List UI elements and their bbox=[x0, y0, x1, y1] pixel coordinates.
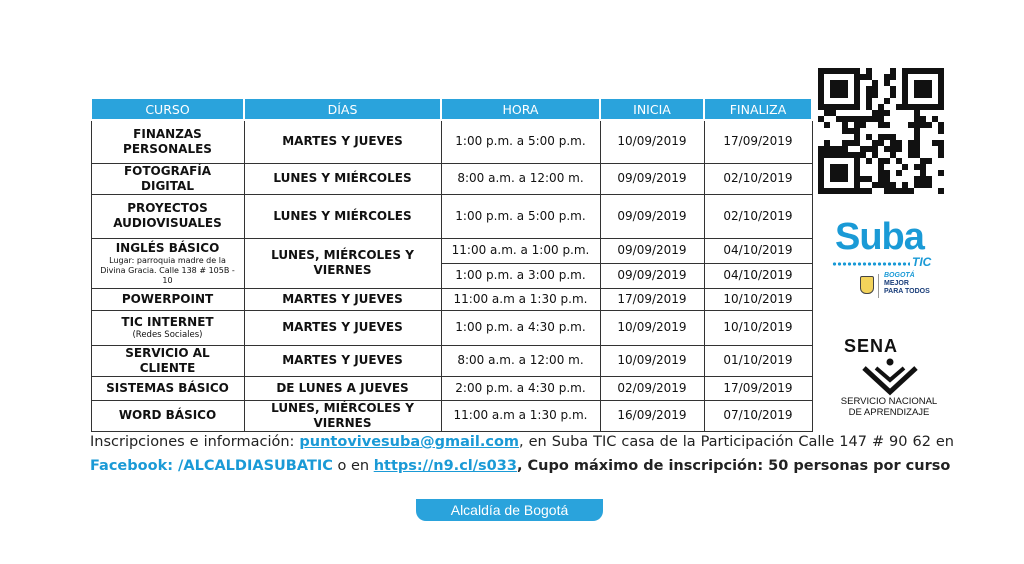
start-date: 02/09/2019 bbox=[600, 376, 704, 400]
end-date: 17/09/2019 bbox=[704, 376, 812, 400]
course-days: MARTES Y JUEVES bbox=[244, 345, 441, 376]
alcaldia-badge: Alcaldía de Bogotá bbox=[416, 499, 603, 521]
end-date: 02/10/2019 bbox=[704, 163, 812, 194]
course-name: FOTOGRAFÍA DIGITAL bbox=[91, 163, 244, 194]
table-row bbox=[91, 376, 812, 400]
bogota-logo-line1: BOGOTÁ bbox=[884, 272, 915, 279]
course-name: POWERPOINT bbox=[91, 288, 244, 310]
start-date: 09/09/2019 bbox=[600, 163, 704, 194]
table-row bbox=[91, 120, 812, 163]
end-date: 04/10/2019 bbox=[704, 263, 812, 288]
course-cell-ingles bbox=[91, 238, 244, 288]
table-row bbox=[91, 163, 812, 194]
start-date: 09/09/2019 bbox=[600, 194, 704, 238]
course-days: LUNES Y MIÉRCOLES bbox=[244, 163, 441, 194]
course-name: TIC INTERNET bbox=[121, 314, 214, 329]
end-date: 04/10/2019 bbox=[704, 238, 812, 263]
logo-divider bbox=[878, 274, 879, 298]
start-date: 09/09/2019 bbox=[600, 263, 704, 288]
course-days: LUNES, MIÉRCOLES Y VIERNES bbox=[244, 400, 441, 431]
course-cell-tic bbox=[91, 310, 244, 345]
course-schedule-table bbox=[90, 97, 813, 432]
table-row bbox=[91, 400, 812, 431]
sena-caption-line2: DE APRENDIZAJE bbox=[848, 407, 930, 418]
start-date: 10/09/2019 bbox=[600, 345, 704, 376]
email-link[interactable]: puntovivesuba@gmail.com bbox=[299, 434, 520, 450]
table-row bbox=[91, 310, 812, 345]
course-time: 11:00 a.m. a 1:00 p.m. bbox=[441, 238, 600, 263]
course-name: INGLÉS BÁSICO bbox=[115, 240, 220, 255]
end-date: 10/10/2019 bbox=[704, 288, 812, 310]
end-date: 17/09/2019 bbox=[704, 120, 812, 163]
info-connector: o en bbox=[332, 458, 374, 474]
course-time: 8:00 a.m. a 12:00 m. bbox=[441, 345, 600, 376]
header-inicia: INICIA bbox=[600, 98, 704, 120]
qr-code-icon[interactable] bbox=[818, 68, 944, 194]
course-location-note: Lugar: parroquia madre de la Divina Gracia. Calle 138 # 105B - 10 bbox=[100, 255, 235, 285]
end-date: 10/10/2019 bbox=[704, 310, 812, 345]
course-time: 1:00 p.m. a 4:30 p.m. bbox=[441, 310, 600, 345]
end-date: 07/10/2019 bbox=[704, 400, 812, 431]
start-date: 10/09/2019 bbox=[600, 310, 704, 345]
dots-decoration bbox=[832, 262, 910, 266]
course-name: FINANZAS PERSONALES bbox=[91, 120, 244, 163]
course-days: LUNES Y MIÉRCOLES bbox=[244, 194, 441, 238]
end-date: 02/10/2019 bbox=[704, 194, 812, 238]
header-finaliza: FINALIZA bbox=[704, 98, 812, 120]
header-curso: CURSO bbox=[91, 98, 244, 120]
course-time: 11:00 a.m a 1:30 p.m. bbox=[441, 400, 600, 431]
course-days: MARTES Y JUEVES bbox=[244, 288, 441, 310]
suba-tic-logo bbox=[832, 214, 942, 314]
course-time: 8:00 a.m. a 12:00 m. bbox=[441, 163, 600, 194]
start-date: 10/09/2019 bbox=[600, 120, 704, 163]
course-subtitle: (Redes Sociales) bbox=[132, 329, 203, 340]
start-date: 09/09/2019 bbox=[600, 238, 704, 263]
course-time: 11:00 a.m a 1:30 p.m. bbox=[441, 288, 600, 310]
header-dias: DÍAS bbox=[244, 98, 441, 120]
table-row bbox=[91, 194, 812, 238]
sena-logo bbox=[830, 336, 950, 426]
course-name: SERVICIO AL CLIENTE bbox=[91, 345, 244, 376]
suba-logo-tag: TIC bbox=[912, 255, 932, 269]
course-days: MARTES Y JUEVES bbox=[244, 310, 441, 345]
bogota-logo-line2: MEJOR bbox=[884, 280, 909, 287]
course-name: WORD BÁSICO bbox=[91, 400, 244, 431]
info-location: , en Suba TIC casa de la Participación Calle 147 # 90 62 en bbox=[519, 434, 954, 450]
sena-caption-line1: SERVICIO NACIONAL bbox=[840, 396, 938, 407]
table-header-row bbox=[91, 98, 812, 120]
facebook-link[interactable]: Facebook: /ALCALDIASUBATIC bbox=[90, 458, 333, 474]
end-date: 01/10/2019 bbox=[704, 345, 812, 376]
course-name: SISTEMAS BÁSICO bbox=[91, 376, 244, 400]
course-time: 2:00 p.m. a 4:30 p.m. bbox=[441, 376, 600, 400]
course-days: DE LUNES A JUEVES bbox=[244, 376, 441, 400]
table-row bbox=[91, 288, 812, 310]
header-hora: HORA bbox=[441, 98, 600, 120]
sena-emblem-icon bbox=[858, 358, 922, 396]
capacity-note: , Cupo máximo de inscripción: 50 personas por curso bbox=[516, 458, 951, 474]
sena-logo-text: SENA bbox=[844, 336, 899, 356]
start-date: 16/09/2019 bbox=[600, 400, 704, 431]
course-time: 1:00 p.m. a 5:00 p.m. bbox=[441, 194, 600, 238]
table-row bbox=[91, 238, 812, 263]
bogota-mejor-logo bbox=[884, 272, 930, 296]
registration-info bbox=[90, 430, 954, 478]
course-days: MARTES Y JUEVES bbox=[244, 120, 441, 163]
course-name: PROYECTOS AUDIOVISUALES bbox=[91, 194, 244, 238]
info-prefix: Inscripciones e información: bbox=[90, 434, 300, 450]
sena-caption bbox=[830, 396, 948, 418]
bogota-logo-line3: PARA TODOS bbox=[884, 288, 930, 295]
start-date: 17/09/2019 bbox=[600, 288, 704, 310]
course-time: 1:00 p.m. a 3:00 p.m. bbox=[441, 263, 600, 288]
registration-url-link[interactable]: https://n9.cl/s033 bbox=[373, 458, 517, 474]
course-time: 1:00 p.m. a 5:00 p.m. bbox=[441, 120, 600, 163]
bogota-crest-icon bbox=[860, 276, 874, 294]
suba-logo-text: Suba bbox=[835, 216, 924, 258]
course-days: LUNES, MIÉRCOLES Y VIERNES bbox=[244, 238, 441, 288]
table-row bbox=[91, 345, 812, 376]
